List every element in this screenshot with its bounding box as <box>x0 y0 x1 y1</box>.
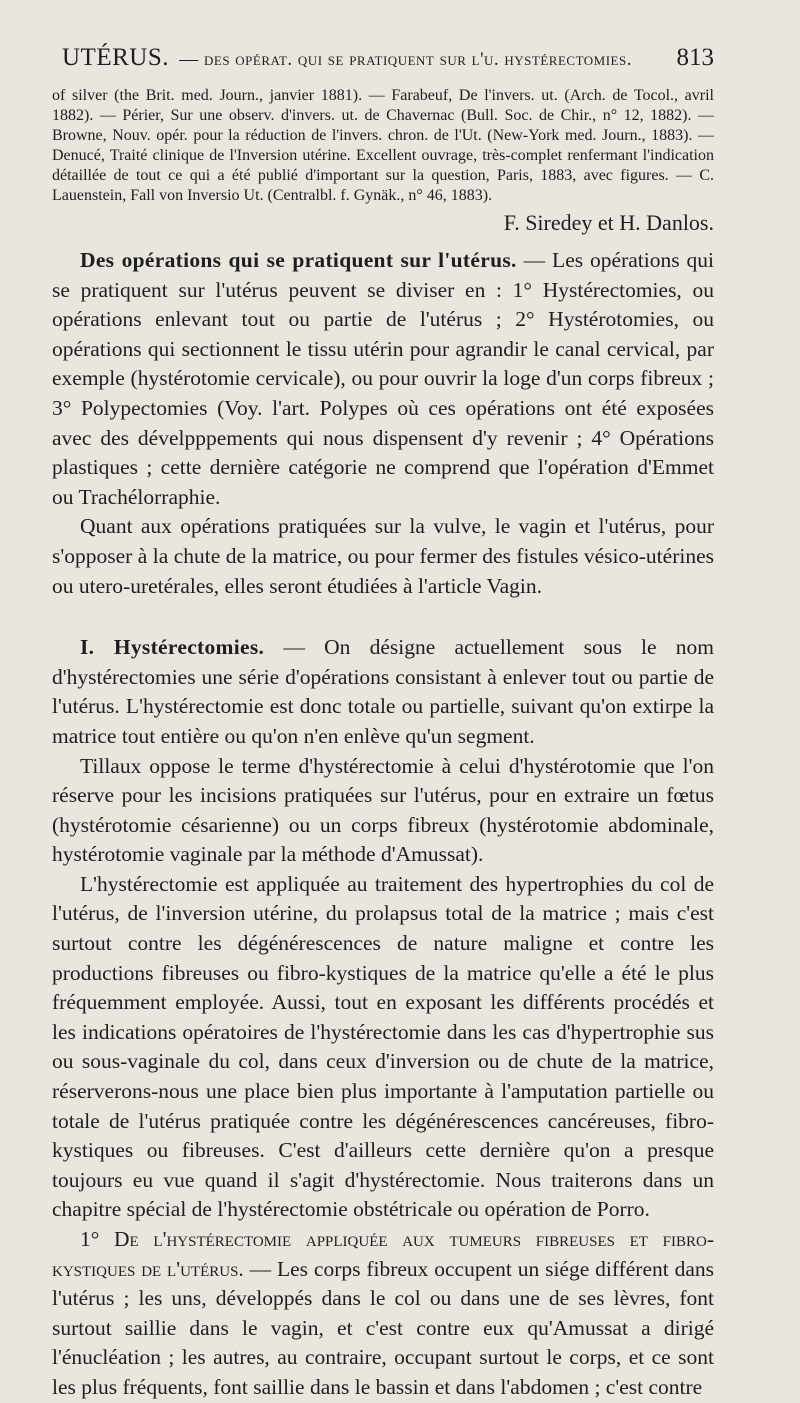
section-heading-operations: Des opérations qui se pratiquent sur l'utérus. <box>80 248 517 272</box>
author-signature: F. Siredey et H. Danlos. <box>503 210 714 235</box>
bibliography <box>52 86 714 206</box>
page-body <box>52 86 714 1403</box>
header-title: UTÉRUS. <box>62 44 169 71</box>
paragraph-fibrous-tumors <box>52 1225 714 1403</box>
paragraph-hysterectomies <box>52 633 714 751</box>
page-number: 813 <box>676 44 714 71</box>
paragraph-application: L'hystérectomie est appliquée au traitement des hypertrophies du col de l'utérus, de l'inversion utérine, du prolapsus total de la matrice ; mais c'est surtout contre les dégénérescences de nature maligne et contre les productions fibreuses ou fibro-kystiques de la matrice qu'elle a été le plus fréquemment employée. Aussi, tout en exposant les différents procédés et les indications opératoires de l'hystérectomie dans les cas d'hypertrophie sus ou sous-vaginale du col, dans ceux d'inversion ou de chute de la matrice, réserverons-nous une place bien plus importante à l'amputation partielle ou totale de l'utérus pratiquée contre les dégénérescences cancéreuses, fibro-kystiques ou fibreuses. C'est d'ailleurs cette dernière qu'on a presque toujours eu vue quand il s'agit d'hystérectomie. Nous traiterons dans un chapitre spécial de l'hystérectomie obstétricale ou opération de Porro. <box>52 871 714 1222</box>
paragraph-operations <box>52 246 714 512</box>
header-subtitle: — des opérat. qui se pratiquent sur l'u. hystérectomies. <box>179 49 632 70</box>
fibrous-tumors-text: — Les corps fibreux occupent un siége différent dans l'utérus ; les uns, développés dans le col ou dans une de ses lèvres, font surtout saillie dans le vagin, et c'est contre eux qu'Amussat a dirigé l'énucléation ; les autres, au contraire, occupant surtout le corps, et ce sont les plus fréquents, font saillie dans le bassin et dans l'abdomen ; c'est contre <box>52 1256 714 1399</box>
paragraph-tillaux: Tillaux oppose le terme d'hystérectomie à celui d'hystérotomie que l'on réserve pour les incisions pratiquées sur l'utérus, pour en extraire un fœtus (hystérotomie césarienne) ou un corps fibreux (hystérotomie abdominale, hystérotomie vaginale par la méthode d'Amussat). <box>52 753 714 867</box>
subsection-heading: 1° De l'hystérectomie appliquée aux tumeurs fibreuses et fibro-kystiques de l'utérus. <box>52 1227 714 1281</box>
hysterectomies-text: — On désigne actuellement sous le nom d'hystérectomies une série d'opérations consistant à enlever tout ou partie de l'utérus. L'hystérectomie est donc totale ou partielle, suivant qu'on extirpe la matrice tout entière ou qu'on n'en enlève qu'un segment. <box>52 635 714 748</box>
bibliography-text: of silver (the Brit. med. Journ., janvier 1881). — Farabeuf, De l'invers. ut. (Arch. de Tocol., avril 1882). — Périer, Sur une observ. d'invers. ut. de Chavernac (Bull. Soc. de Chir., n° 12, 1882). — Browne, Nouv. opér. pour la réduction de l'invers. chron. de l'Ut. (New-York med. Journ., 1883). — Denucé, Traité clinique de l'Inversion utérine. Excellent ouvrage, très-complet renfermant l'indication détaillée de tout ce qui a été publié d'important sur la question, Paris, 1883, avec figures. — C. Lauenstein, Fall von Inversio Ut. (Centralbl. f. Gynäk., n° 46, 1883). <box>52 87 714 204</box>
main-text <box>52 246 714 1403</box>
running-header <box>62 44 714 78</box>
paragraph-quant: Quant aux opérations pratiquées sur la vulve, le vagin et l'utérus, pour s'opposer à la chute de la matrice, ou pour fermer des fistules vésico-utérines ou utero-uretérales, elles seront étudiées à l'article Vagin. <box>52 514 714 598</box>
operations-text: — Les opérations qui se pratiquent sur l'utérus peuvent se diviser en : 1° Hystérectomies, ou opérations enlevant tout ou partie de l'utérus ; 2° Hystérotomies, ou opérations qui sectionnent le tissu utérin pour agrandir le canal cervical, par exemple (hystérotomie cervicale), ou pour ouvrir la loge d'un corps fibreux ; 3° Polypectomies (Voy. l'art. Polypes où ces opérations ont été exposées avec des dévelpppements qui nous dispensent d'y revenir ; 4° Opérations plastiques ; cette dernière catégorie ne comprend que l'opération d'Emmet ou Trachélorraphie. <box>52 248 715 509</box>
section-heading-hysterectomies: I. Hystérectomies. <box>80 635 265 660</box>
